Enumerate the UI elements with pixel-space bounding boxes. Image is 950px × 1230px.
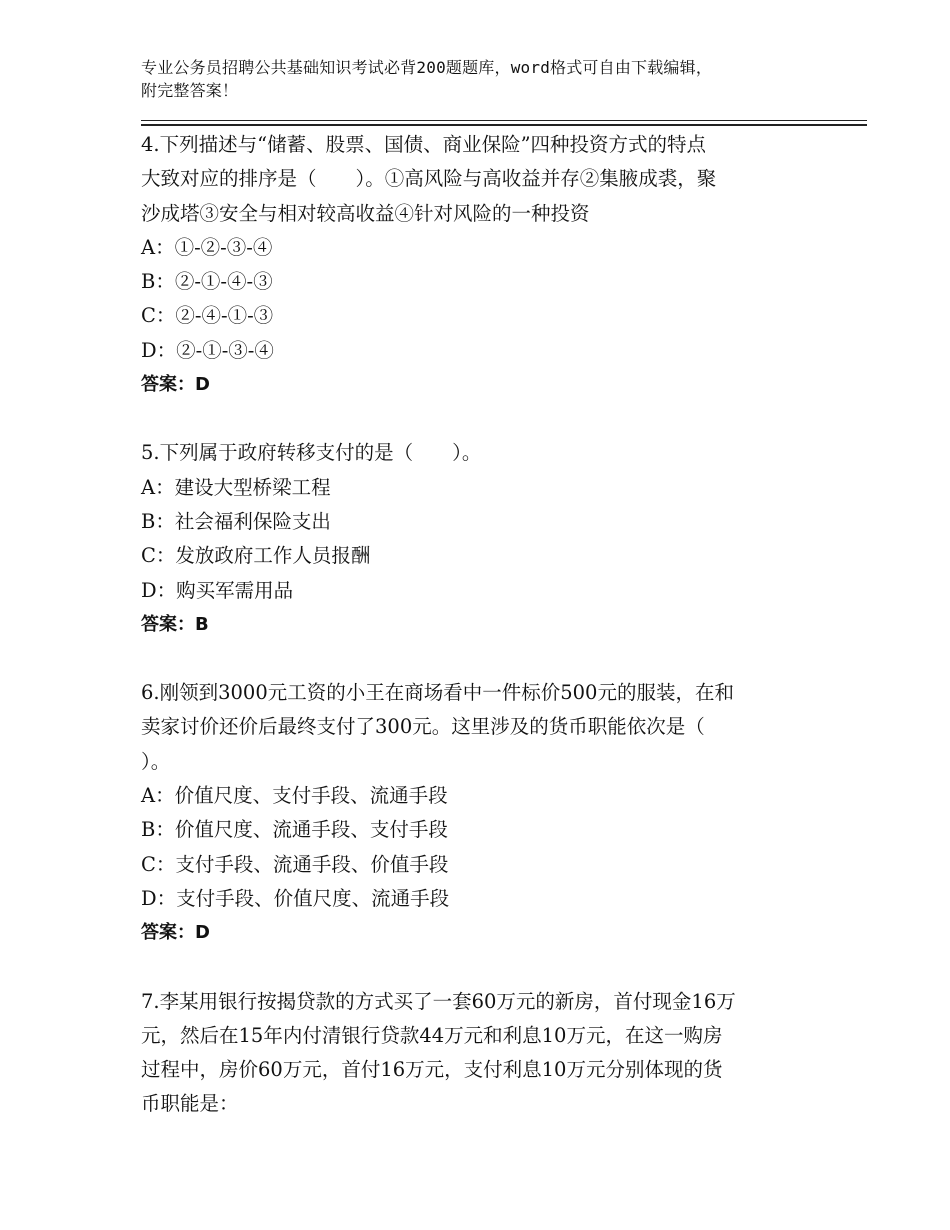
question-4 (141, 128, 821, 402)
question-stem-line: 卖家讨价还价后最终支付了300元。这里涉及的货币职能依次是（ (141, 715, 705, 739)
question-stem-line: 过程中，房价60万元，首付16万元，支付利息10万元分别体现的货 (141, 1058, 723, 1082)
question-6 (141, 676, 821, 950)
option-d: D：支付手段、价值尺度、流通手段 (141, 886, 450, 910)
option-a: A：①-②-③-④ (141, 235, 273, 259)
question-stem-line: 4.下列描述与“储蓄、股票、国债、商业保险”四种投资方式的特点 (141, 133, 707, 156)
option-b: B：②-①-④-③ (141, 270, 273, 294)
answer-label: 答案：B (141, 613, 209, 635)
question-stem-line: 大致对应的排序是（ ）。①高风险与高收益并存②集腋成裘，聚 (141, 167, 717, 191)
option-c: C：发放政府工作人员报酬 (141, 544, 371, 568)
option-d: D：②-①-③-④ (141, 338, 274, 362)
question-stem-line: 7.李某用银行按揭贷款的方式买了一套60万元的新房，首付现金16万 (141, 989, 736, 1013)
answer-label: 答案：D (141, 374, 210, 396)
header-line-1: 专业公务员招聘公共基础知识考试必背200题题库，word格式可自由下载编辑， (141, 58, 713, 77)
header-rule-thick (141, 124, 867, 126)
page-header (141, 56, 821, 102)
question-list (141, 128, 821, 1156)
question-stem-line: 元，然后在15年内付清银行贷款44万元和利息10万元，在这一购房 (141, 1023, 723, 1047)
option-a: A：建设大型桥梁工程 (141, 475, 331, 499)
question-7 (141, 985, 821, 1122)
question-5 (141, 436, 821, 642)
option-a: A：价值尺度、支付手段、流通手段 (141, 784, 448, 808)
question-stem-line: 5.下列属于政府转移支付的是（ ）。 (141, 441, 482, 465)
question-stem-line: 币职能是： (141, 1092, 239, 1116)
option-c: C：②-④-①-③ (141, 304, 274, 328)
option-d: D：购买军需用品 (141, 578, 294, 602)
header-rule-thin (141, 120, 867, 121)
question-stem-line: ）。 (141, 749, 171, 773)
question-stem-line: 6.刚领到3000元工资的小王在商场看中一件标价500元的服装，在和 (141, 681, 734, 705)
option-b: B：价值尺度、流通手段、支付手段 (141, 818, 448, 842)
option-b: B：社会福利保险支出 (141, 509, 331, 533)
option-c: C：支付手段、流通手段、价值手段 (141, 852, 449, 876)
header-line-2: 附完整答案！ (141, 81, 239, 100)
question-stem-line: 沙成塔③安全与相对较高收益④针对风险的一种投资 (141, 201, 590, 225)
answer-label: 答案：D (141, 922, 210, 944)
